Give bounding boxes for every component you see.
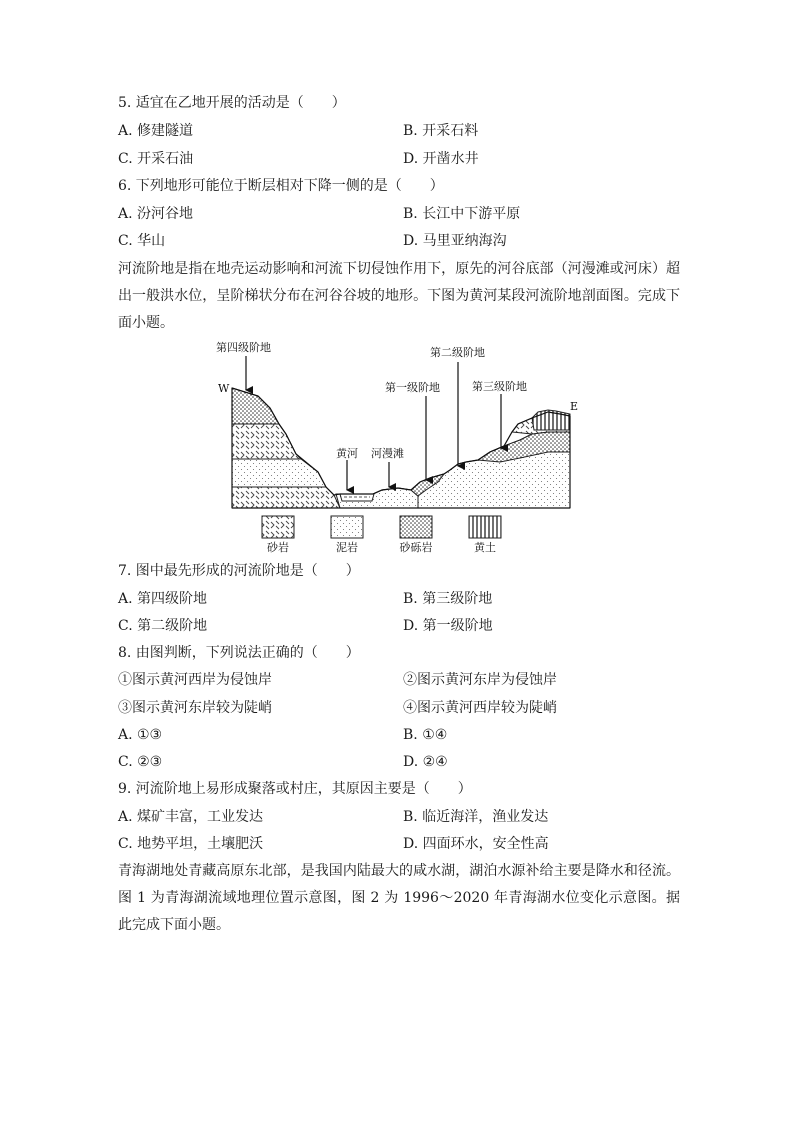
q9-stem: 9. 河流阶地上易形成聚落或村庄，其原因主要是（ ）: [118, 781, 472, 797]
label-floodplain: 河漫滩: [371, 447, 404, 460]
q9-option-d: D. 四面环水，安全性高: [403, 836, 549, 852]
q5-option-a: A. 修建隧道: [118, 123, 194, 139]
label-terrace2: 第二级阶地: [430, 346, 485, 359]
legend-label-sandstone: 砂岩: [267, 541, 289, 554]
q8-statement-4: ④图示黄河西岸较为陡峭: [403, 700, 557, 716]
q8-statement-1: ①图示黄河西岸为侵蚀岸: [118, 672, 272, 688]
legend-swatch-sandstone: [262, 516, 294, 538]
qinghai-intro-paragraph: 青海湖地处青藏高原东北部，是我国内陆最大的咸水湖，湖泊水源补给主要是降水和径流。图 1 为青海湖流域地理位置示意图，图 2 为 1996～2020 年青海湖水位变化示意图。据此完成下面小题。: [118, 863, 680, 933]
q8-option-b: B. ①④: [403, 727, 448, 743]
legend-swatch-loess: [469, 516, 501, 538]
q6-option-b: B. 长江中下游平原: [403, 206, 521, 222]
legend-swatch-mudstone: [331, 516, 363, 538]
west-bank-layers: [232, 388, 340, 508]
q9-option-a: A. 煤矿丰富，工业发达: [118, 809, 264, 825]
q7-option-a: A. 第四级阶地: [118, 591, 208, 607]
q5-option-b: B. 开采石料: [403, 123, 479, 139]
q7-option-b: B. 第三级阶地: [403, 591, 493, 607]
q9-option-c: C. 地势平坦，土壤肥沃: [118, 836, 264, 852]
legend-label-loess: 黄土: [474, 541, 496, 554]
river-terrace-profile-figure: [0, 0, 794, 560]
q8-statement-3: ③图示黄河东岸较为陡峭: [118, 700, 272, 716]
yellow-river-channel: [340, 494, 374, 501]
label-terrace4: 第四级阶地: [216, 341, 271, 354]
q8-stem: 8. 由图判断，下列说法正确的（ ）: [118, 645, 360, 661]
q6-option-d: D. 马里亚纳海沟: [403, 233, 507, 249]
q8-option-a: A. ①③: [118, 727, 163, 743]
q8-statement-2: ②图示黄河东岸为侵蚀岸: [403, 672, 557, 688]
label-east: E: [570, 400, 579, 413]
q5-stem: 5. 适宜在乙地开展的活动是（ ）: [118, 95, 346, 111]
legend-label-mudstone: 泥岩: [336, 541, 358, 554]
q9-option-b: B. 临近海洋，渔业发达: [403, 809, 549, 825]
q7-option-c: C. 第二级阶地: [118, 618, 208, 634]
label-terrace3: 第三级阶地: [472, 380, 527, 393]
q7-option-d: D. 第一级阶地: [403, 618, 493, 634]
q6-option-c: C. 华山: [118, 233, 166, 249]
q5-option-d: D. 开凿水井: [403, 151, 479, 167]
q5-option-c: C. 开采石油: [118, 151, 194, 167]
east-bank-layers: [411, 410, 570, 508]
legend-label-conglomerate: 砂砾岩: [399, 541, 433, 554]
q8-option-d: D. ②④: [403, 754, 448, 770]
figure-legend: [262, 516, 501, 554]
q6-option-a: A. 汾河谷地: [118, 206, 194, 222]
label-terrace1: 第一级阶地: [385, 381, 440, 394]
label-west: W: [218, 382, 230, 395]
q8-option-c: C. ②③: [118, 754, 163, 770]
q6-stem: 6. 下列地形可能位于断层相对下降一侧的是（ ）: [118, 178, 444, 194]
q7-stem: 7. 图中最先形成的河流阶地是（ ）: [118, 563, 360, 579]
label-river: 黄河: [336, 447, 358, 460]
legend-swatch-conglomerate: [400, 516, 432, 538]
terrace-intro-paragraph: 河流阶地是指在地壳运动影响和河流下切侵蚀作用下，原先的河谷底部（河漫滩或河床）超出一般洪水位，呈阶梯状分布在河谷谷坡的地形。下图为黄河某段河流阶地剖面图。完成下面小题。: [118, 261, 680, 331]
